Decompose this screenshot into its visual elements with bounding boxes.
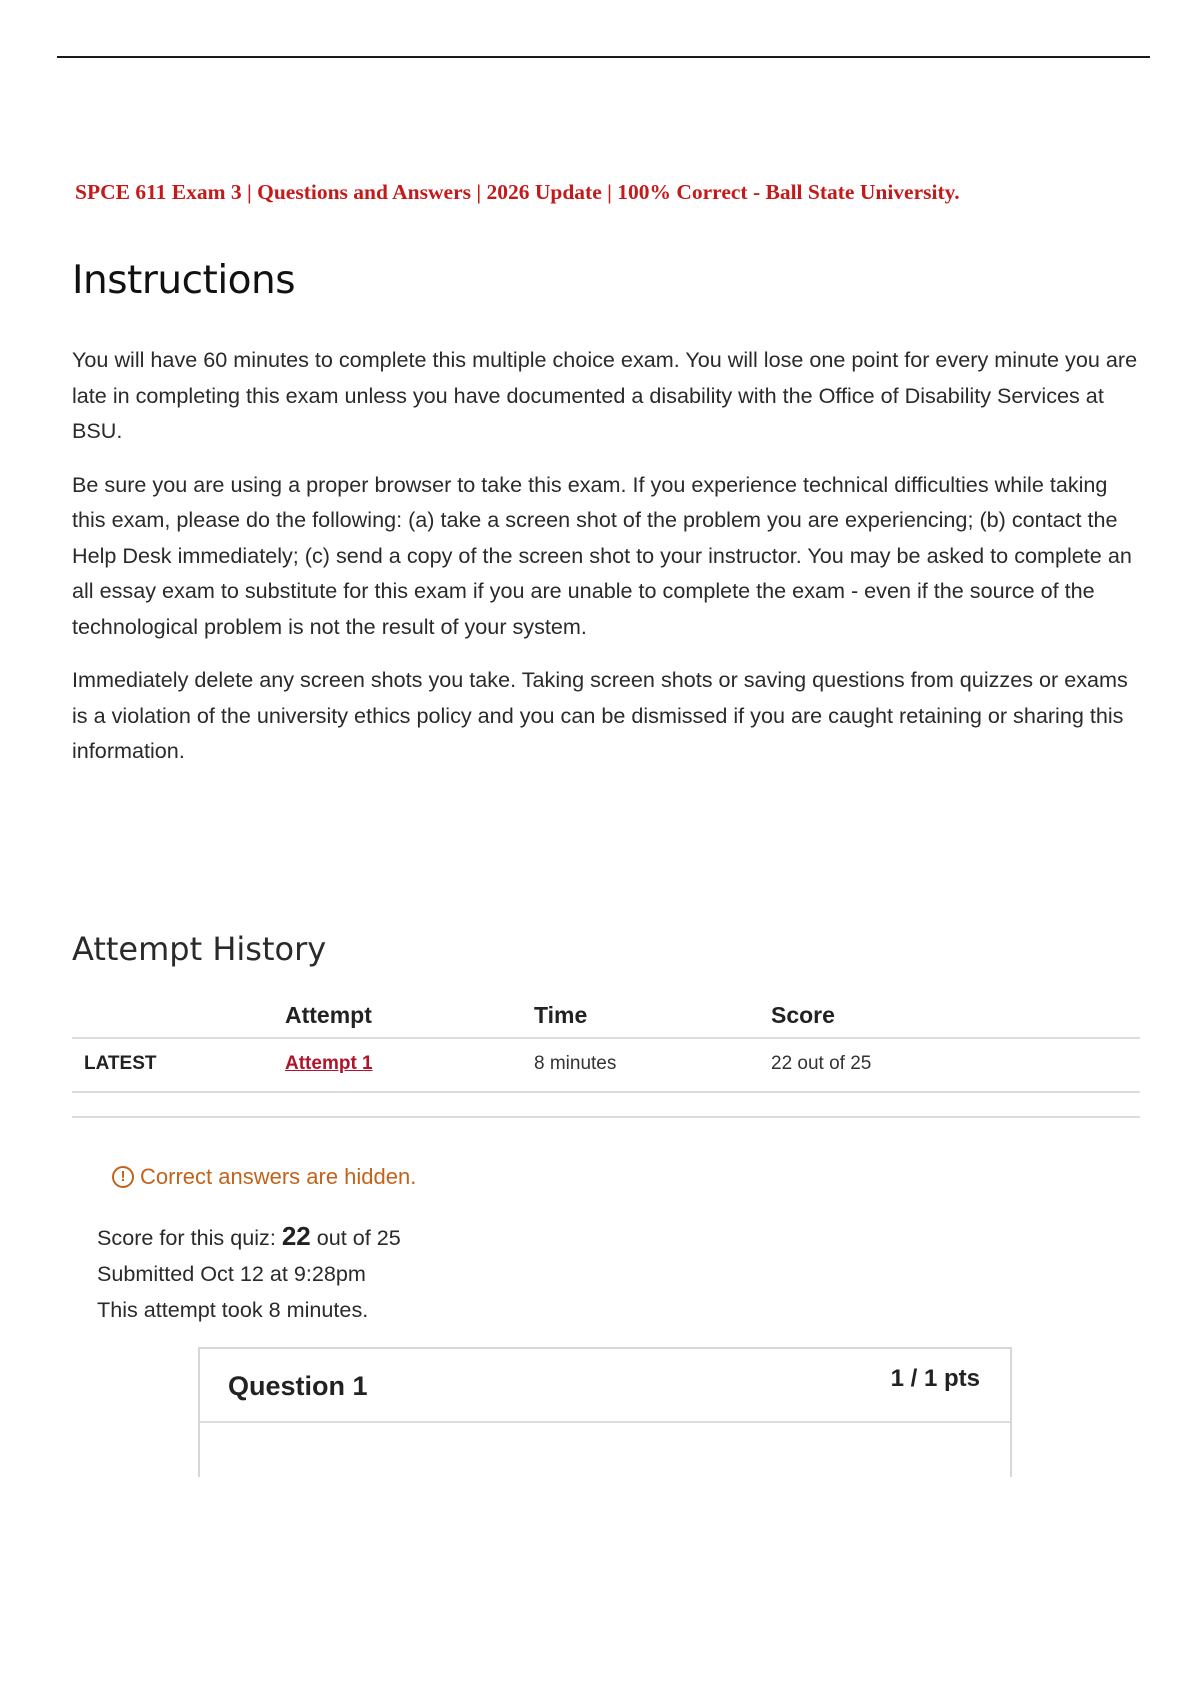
- instructions-paragraph: You will have 60 minutes to complete this multiple choice exam. You will lose one point for every minute you are late in completing this exam unless you have documented a disability with the Office of Disability Services at BSU.: [72, 347, 1138, 443]
- time-cell: 8 minutes: [534, 1038, 771, 1092]
- attempt-history-table: [72, 996, 1140, 1093]
- section-divider: [72, 1116, 1140, 1118]
- submitted-line: Submitted Oct 12 at 9:28pm: [97, 1261, 366, 1286]
- instructions-heading: Instructions: [72, 258, 296, 303]
- question-card: [198, 1347, 1012, 1477]
- column-header: [72, 996, 285, 1038]
- attempt-1-link[interactable]: Attempt 1: [285, 1053, 373, 1074]
- score-cell: 22 out of 25: [771, 1038, 1140, 1092]
- table-header-row: [72, 996, 1140, 1038]
- question-title: Question 1: [228, 1371, 368, 1401]
- notice-text: Correct answers are hidden.: [140, 1164, 417, 1189]
- question-points: 1 / 1 pts: [890, 1365, 980, 1392]
- instructions-paragraph: Immediately delete any screen shots you take. Taking screen shots or saving questions from quizzes or exams is a violation of the university ethics policy and you can be dismissed if you are caught retaining or sharing this information.: [72, 667, 1128, 763]
- attempt-history-heading: Attempt History: [72, 930, 327, 968]
- score-line: [97, 1218, 401, 1256]
- column-header-time: Time: [534, 996, 771, 1038]
- document-title: SPCE 611 Exam 3 | Questions and Answers | 2026 Update | 100% Correct - Ball State University.: [75, 180, 960, 204]
- attempt-cell: [285, 1038, 534, 1092]
- table-row: [72, 1038, 1140, 1092]
- column-header-attempt: Attempt: [285, 996, 534, 1038]
- instructions-body: [72, 342, 1142, 787]
- quiz-summary: [97, 1218, 401, 1328]
- question-header: [200, 1349, 1010, 1423]
- score-suffix: out of 25: [316, 1225, 401, 1250]
- alert-circle-icon: !: [112, 1166, 134, 1188]
- column-header-score: Score: [771, 996, 1140, 1038]
- latest-label: LATEST: [72, 1038, 285, 1092]
- instructions-paragraph: Be sure you are using a proper browser to take this exam. If you experience technical difficulties while taking this exam, please do the following: (a) take a screen shot of the problem you are experiencing; (b) contact the Help Desk immediately; (c) send a copy of the screen shot to your instructor. You may be asked to complete an all essay exam to substitute for this exam if you are unable to complete the exam - even if the source of the technological problem is not the result of your system.: [72, 471, 1132, 639]
- score-prefix: Score for this quiz:: [97, 1225, 276, 1250]
- correct-answers-notice: [112, 1164, 416, 1190]
- duration-line: This attempt took 8 minutes.: [97, 1297, 369, 1322]
- top-divider: [57, 56, 1150, 58]
- score-value: 22: [281, 1221, 311, 1251]
